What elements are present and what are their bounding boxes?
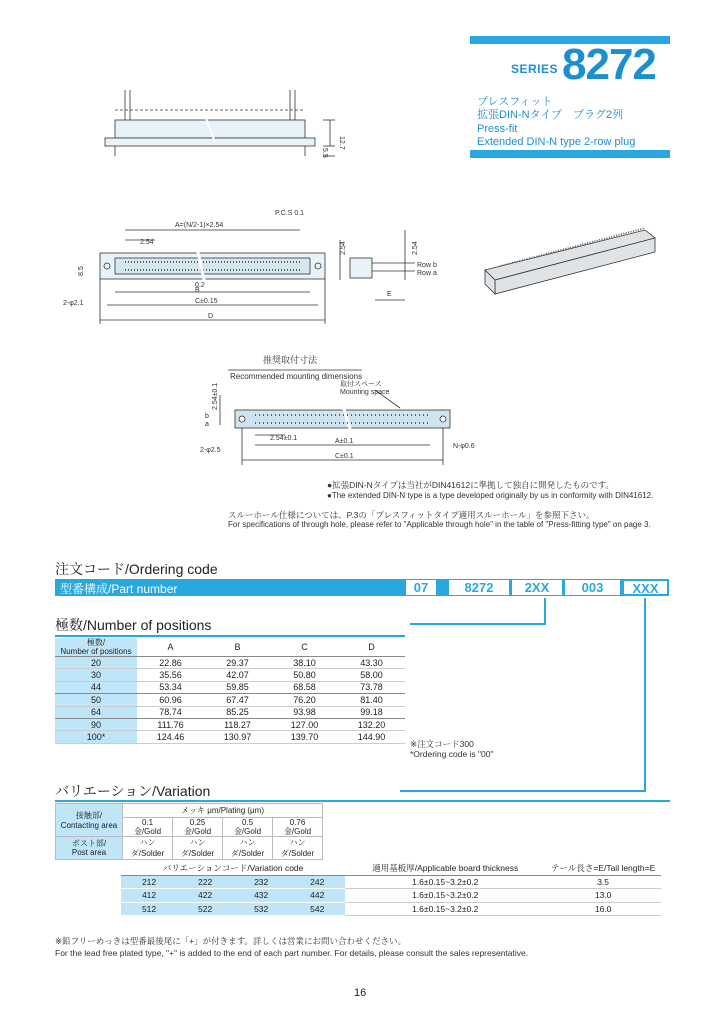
variation-code-cell: 222 [177, 875, 233, 889]
series-number: 8272 [562, 40, 656, 89]
positions-value-cell: 59.85 [204, 681, 271, 693]
positions-note-jp: ※注文コード300 [410, 739, 474, 749]
positions-value-cell: 22.86 [137, 657, 204, 669]
code-003: 003 [565, 580, 620, 595]
header-a: A [137, 638, 204, 657]
code-8272: 8272 [449, 580, 509, 595]
dim-254-side: 2.54 [340, 241, 347, 255]
dim-c: C±0.15 [195, 298, 218, 305]
post-area-label: ポスト部/ Post area [56, 836, 123, 859]
post-plating-2: ハンダ/Solder [173, 836, 223, 859]
page-number: 16 [354, 987, 367, 999]
code-xxx: XXX [623, 580, 668, 595]
positions-value-cell: 124.46 [137, 731, 204, 743]
positions-count-cell: 90 [55, 718, 137, 730]
plating-header: メッキ μm/Plating (μm) [123, 804, 323, 818]
technical-drawing [55, 80, 670, 530]
table-row [55, 718, 405, 730]
post-plating-4: ハンダ/Solder [273, 836, 323, 859]
variation-code-cell: 212 [121, 875, 177, 889]
mount-dim-hole: 2-φ2.5 [200, 447, 221, 454]
table-row [55, 669, 405, 681]
note-en-2: For specifications of through hole, please refer to "Applicable through hole" in the table of "Press-fitting type" on page 3. [228, 520, 651, 529]
variation-code-cell: 542 [289, 902, 345, 916]
plating-col-1: 0.1 金/Gold [123, 817, 173, 836]
positions-rule [55, 635, 405, 637]
table-row [55, 694, 405, 706]
dim-e: E [387, 291, 392, 298]
dim-d: D [208, 313, 214, 320]
table-row [55, 706, 405, 718]
positions-value-cell: 43.30 [338, 657, 405, 669]
variation-rule [55, 800, 670, 802]
tail-length-cell: 13.0 [545, 889, 661, 903]
variation-code-cell: 232 [233, 875, 289, 889]
side-view [105, 90, 335, 156]
table-row [121, 875, 661, 889]
positions-value-cell: 50.80 [271, 669, 338, 681]
positions-value-cell: 130.97 [204, 731, 271, 743]
header-c: C [271, 638, 338, 657]
note-jp-1: ●拡張DIN-Nタイプは当社がDIN41612に準拠して独自に開発したものです。 [327, 480, 614, 490]
code-connector-lines [400, 596, 660, 806]
positions-col0-header: 極数/ Number of positions [55, 638, 137, 657]
footnote-en: For the lead free plated type, "+" is added to the end of each part number. For details, please consult the sales representative. [55, 948, 529, 958]
footnote-jp: ※鉛フリーめっきは型番最後尾に「+」が付きます。詳しくは営業にお問い合わせください。 [55, 936, 406, 946]
positions-value-cell: 93.98 [271, 706, 338, 718]
positions-value-cell: 76.20 [271, 694, 338, 706]
variation-code-cell: 512 [121, 902, 177, 916]
positions-value-cell: 127.00 [271, 718, 338, 730]
table-row [121, 889, 661, 903]
positions-value-cell: 73.78 [338, 681, 405, 693]
isometric-view [485, 228, 655, 294]
positions-value-cell: 68.58 [271, 681, 338, 693]
variation-code-cell: 242 [289, 875, 345, 889]
contact-area-label: 接触部/ Contacting area [56, 804, 123, 837]
note-en-1: ●The extended DIN-N type is a type developed originally by us in conformity with DIN41612. [327, 491, 654, 500]
positions-value-cell: 67.47 [204, 694, 271, 706]
plating-table [55, 803, 323, 860]
dim-b: B [195, 287, 200, 294]
positions-value-cell: 111.76 [137, 718, 204, 730]
dim-254: 2.54 [140, 239, 154, 246]
positions-count-cell: 50 [55, 694, 137, 706]
variation-code-cell: 432 [233, 889, 289, 903]
table-row [55, 731, 405, 743]
positions-value-cell: 132.20 [338, 718, 405, 730]
dim-55: 5.5 [321, 148, 328, 158]
positions-count-cell: 64 [55, 706, 137, 718]
positions-count-cell: 20 [55, 657, 137, 669]
positions-value-cell: 139.70 [271, 731, 338, 743]
code-07: 07 [406, 580, 436, 595]
mount-row-a: a [205, 421, 209, 428]
positions-title: 極数/Number of positions [55, 617, 212, 633]
post-plating-1: ハンダ/Solder [123, 836, 173, 859]
dim-127: 12.7 [338, 136, 345, 150]
plating-col-4: 0.76 金/Gold [273, 817, 323, 836]
mount-dim-n: N-φ0.6 [453, 443, 475, 450]
dim-a: A=(N/2-1)×2.54 [175, 222, 224, 229]
positions-table [55, 638, 405, 744]
variation-code-cell: 422 [177, 889, 233, 903]
variation-code-cell: 442 [289, 889, 345, 903]
positions-value-cell: 85.25 [204, 706, 271, 718]
positions-count-cell: 30 [55, 669, 137, 681]
header-d: D [338, 638, 405, 657]
board-thickness-cell: 1.6±0.15~3.2±0.2 [345, 875, 545, 889]
board-thickness-header: 適用基板厚/Applicable board thickness [372, 863, 519, 874]
mounting-view [220, 370, 450, 465]
positions-value-cell: 81.40 [338, 694, 405, 706]
positions-value-cell: 53.34 [137, 681, 204, 693]
row-b-label: Row b [417, 262, 437, 269]
part-number-label: 型番構成/Part number [60, 582, 178, 596]
board-thickness-cell: 1.6±0.15~3.2±0.2 [345, 889, 545, 903]
series-label: SERIES [511, 62, 559, 76]
dim-hole: 2-φ2.1 [63, 300, 84, 307]
mounting-space-jp: 取付スペース [340, 381, 382, 388]
dim-p: P.C.S 0.1 [275, 210, 305, 217]
dim-02: 0.2 [195, 282, 205, 289]
dim-85: 8.5 [78, 266, 85, 276]
table-row [121, 902, 661, 916]
plating-col-2: 0.25 金/Gold [173, 817, 223, 836]
plating-col-3: 0.5 金/Gold [223, 817, 273, 836]
end-view [350, 230, 415, 300]
positions-value-cell: 144.90 [338, 731, 405, 743]
dim-254-end: 2.54 [412, 241, 419, 255]
variation-title: バリエーション/Variation [55, 783, 211, 799]
table-row [55, 681, 405, 693]
table-row [55, 657, 405, 669]
variation-code-table [121, 862, 661, 916]
tail-length-cell: 3.5 [545, 875, 661, 889]
subtitle-en-2: Extended DIN-N type 2-row plug [477, 136, 636, 148]
positions-value-cell: 60.96 [137, 694, 204, 706]
variation-code-cell: 522 [177, 902, 233, 916]
variation-code-cell: 412 [121, 889, 177, 903]
positions-note-en: *Ordering code is "00" [410, 749, 494, 759]
positions-value-cell: 58.00 [338, 669, 405, 681]
positions-count-cell: 44 [55, 681, 137, 693]
mount-dim-a: A±0.1 [335, 438, 354, 445]
mounting-title-jp: 推奨取付寸法 [263, 355, 318, 365]
tail-length-cell: 16.0 [545, 902, 661, 916]
header-b: B [204, 638, 271, 657]
subtitle-jp-1: プレスフィット [477, 96, 553, 108]
top-view [100, 230, 340, 324]
positions-value-cell: 29.37 [204, 657, 271, 669]
subtitle-jp-2: 拡張DIN-Nタイプ プラグ2列 [477, 109, 624, 121]
note-jp-2: スルーホール仕様については、P.3の「プレスフィットタイプ適用スルーホール」を参照下さい。 [228, 510, 595, 520]
positions-value-cell: 42.07 [204, 669, 271, 681]
mount-row-b: b [205, 413, 209, 420]
positions-value-cell: 118.27 [204, 718, 271, 730]
row-a-label: Row a [417, 270, 437, 277]
subtitle-en-1: Press-fit [477, 123, 518, 135]
mount-dim-254: 2.54±0.1 [212, 382, 219, 410]
mounting-space-en: Mounting space [340, 389, 390, 396]
positions-value-cell: 78.74 [137, 706, 204, 718]
mounting-title-en: Recommended mounting dimensions [230, 372, 363, 381]
board-thickness-cell: 1.6±0.15~3.2±0.2 [345, 902, 545, 916]
tail-length-header: テール長さ=E/Tail length=E [551, 863, 656, 874]
post-plating-3: ハンダ/Solder [223, 836, 273, 859]
variation-code-cell: 532 [233, 902, 289, 916]
variation-code-header: バリエーションコード/Variation code [162, 863, 304, 874]
code-2xx: 2XX [512, 580, 562, 595]
positions-value-cell: 99.18 [338, 706, 405, 718]
ordering-title: 注文コード/Ordering code [55, 561, 218, 577]
positions-count-cell: 100* [55, 731, 137, 743]
positions-value-cell: 35.56 [137, 669, 204, 681]
positions-value-cell: 38.10 [271, 657, 338, 669]
mount-dim-pitch: 2.54±0.1 [270, 435, 298, 442]
mount-dim-c: C±0.1 [335, 453, 354, 460]
